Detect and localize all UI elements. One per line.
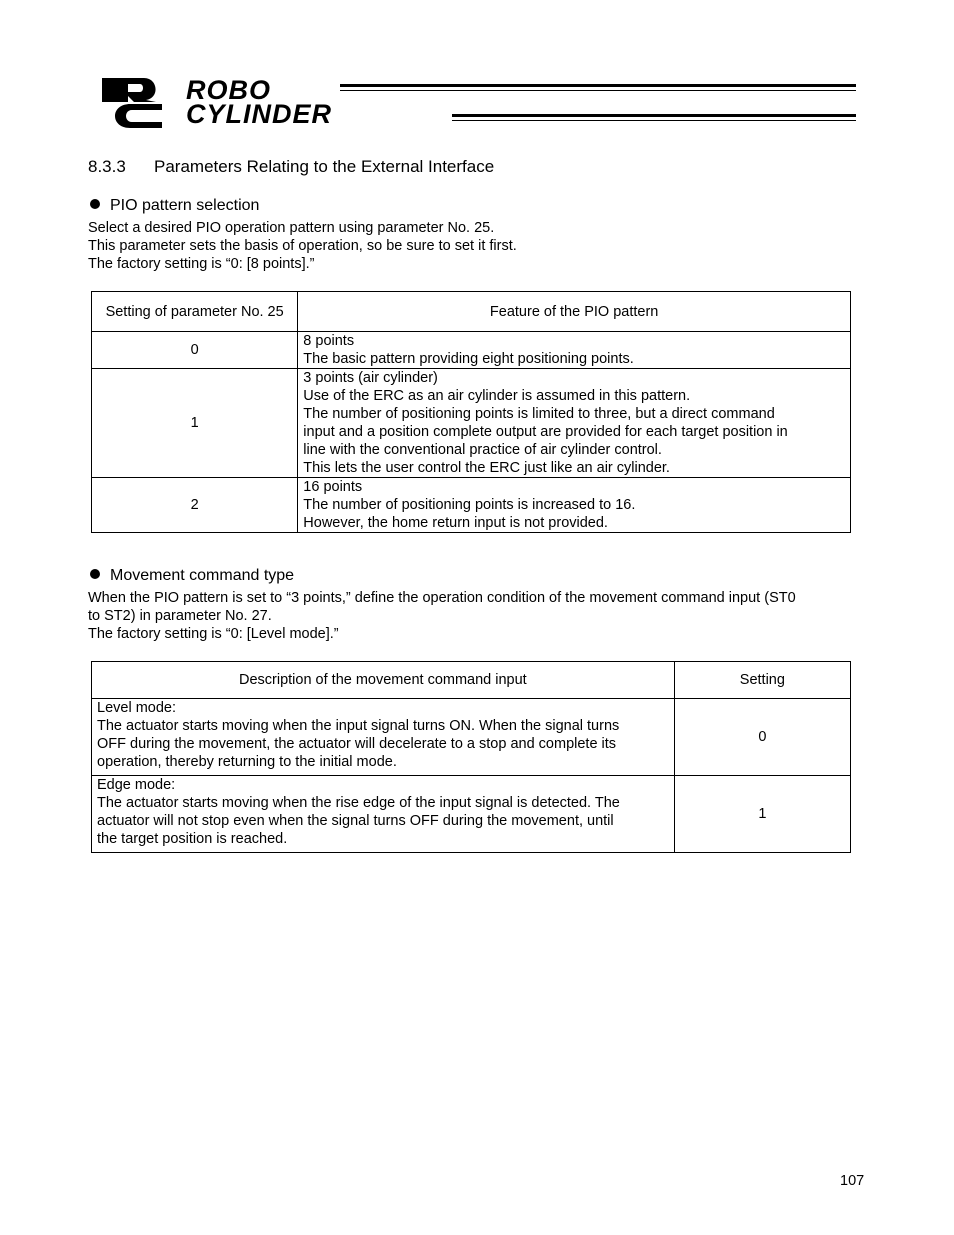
- section-number: 8.3.3: [88, 157, 126, 176]
- table-header-row: [92, 662, 851, 699]
- table-header-cell: Setting of parameter No. 25: [92, 292, 298, 332]
- section-title: Parameters Relating to the External Interface: [154, 157, 495, 176]
- description-cell: [92, 699, 675, 776]
- robo-cylinder-logo-icon: [100, 76, 164, 130]
- feature-line: 3 points (air cylinder): [303, 370, 438, 386]
- bullet-icon: [90, 569, 100, 579]
- feature-line: The basic pattern providing eight positioning points.: [303, 351, 634, 367]
- description-line: Level mode:: [97, 700, 176, 716]
- table-row: [92, 332, 851, 369]
- description-cell: [92, 776, 675, 853]
- table-header-cell: Setting: [674, 662, 850, 699]
- pio-heading: [90, 196, 259, 216]
- table-header-cell: Description of the movement command input: [92, 662, 675, 699]
- description-line: the target position is reached.: [97, 831, 288, 847]
- movement-line: When the PIO pattern is set to “3 points,” define the operation condition of the movement command input (ST0: [88, 590, 796, 606]
- bullet-icon: [90, 199, 100, 209]
- pio-line: Select a desired PIO operation pattern using parameter No. 25.: [88, 220, 495, 236]
- page-number: 107: [840, 1173, 865, 1189]
- table-row: [92, 699, 851, 776]
- pio-paragraph: [88, 219, 517, 273]
- description-line: The actuator starts moving when the input signal turns ON. When the signal turns: [97, 718, 620, 734]
- table-row: [92, 369, 851, 478]
- feature-line: However, the home return input is not provided.: [303, 515, 608, 531]
- section-heading: [88, 157, 494, 177]
- description-line: operation, thereby returning to the initial mode.: [97, 754, 397, 770]
- feature-cell: [298, 332, 851, 369]
- movement-line: to ST2) in parameter No. 27.: [88, 608, 272, 624]
- feature-line: This lets the user control the ERC just like an air cylinder.: [303, 460, 670, 476]
- setting-cell: 1: [92, 369, 298, 478]
- header-rule-bottom-thick: [452, 114, 856, 117]
- setting-cell: 0: [92, 332, 298, 369]
- movement-paragraph: [88, 589, 796, 643]
- logo-text-robo: ROBO: [186, 75, 271, 105]
- pio-line: The factory setting is “0: [8 points].”: [88, 256, 315, 272]
- feature-cell: [298, 478, 851, 533]
- description-line: The actuator starts moving when the rise edge of the input signal is detected. The: [97, 795, 620, 811]
- feature-line: input and a position complete output are provided for each target position in: [303, 424, 788, 440]
- table-header-row: [92, 292, 851, 332]
- table-header-cell: Feature of the PIO pattern: [298, 292, 851, 332]
- feature-line: 16 points: [303, 479, 363, 495]
- setting-cell: 0: [674, 699, 850, 776]
- table-row: [92, 776, 851, 853]
- setting-cell: 2: [92, 478, 298, 533]
- pio-heading-text: PIO pattern selection: [110, 197, 260, 214]
- table-row: [92, 478, 851, 533]
- description-line: Edge mode:: [97, 777, 176, 793]
- movement-heading-text: Movement command type: [110, 567, 295, 584]
- feature-cell: [298, 369, 851, 478]
- description-line: actuator will not stop even when the signal turns OFF during the movement, until: [97, 813, 614, 829]
- logo-text-cylinder: CYLINDER: [186, 99, 333, 129]
- setting-cell: 1: [674, 776, 850, 853]
- header-rule-top-thin: [340, 90, 856, 91]
- feature-line: Use of the ERC as an air cylinder is assumed in this pattern.: [303, 388, 691, 404]
- movement-command-table: [91, 661, 851, 853]
- feature-line: The number of positioning points is increased to 16.: [303, 497, 636, 513]
- feature-line: 8 points: [303, 333, 355, 349]
- feature-line: The number of positioning points is limited to three, but a direct command: [303, 406, 775, 422]
- header-rule-top-thick: [340, 84, 856, 87]
- feature-line: line with the conventional practice of air cylinder control.: [303, 442, 662, 458]
- pio-pattern-table: [91, 291, 851, 533]
- movement-heading: [90, 566, 294, 586]
- movement-line: The factory setting is “0: [Level mode].”: [88, 626, 339, 642]
- description-line: OFF during the movement, the actuator will decelerate to a stop and complete its: [97, 736, 617, 752]
- header-rule-bottom-thin: [452, 120, 856, 121]
- pio-line: This parameter sets the basis of operation, so be sure to set it first.: [88, 238, 517, 254]
